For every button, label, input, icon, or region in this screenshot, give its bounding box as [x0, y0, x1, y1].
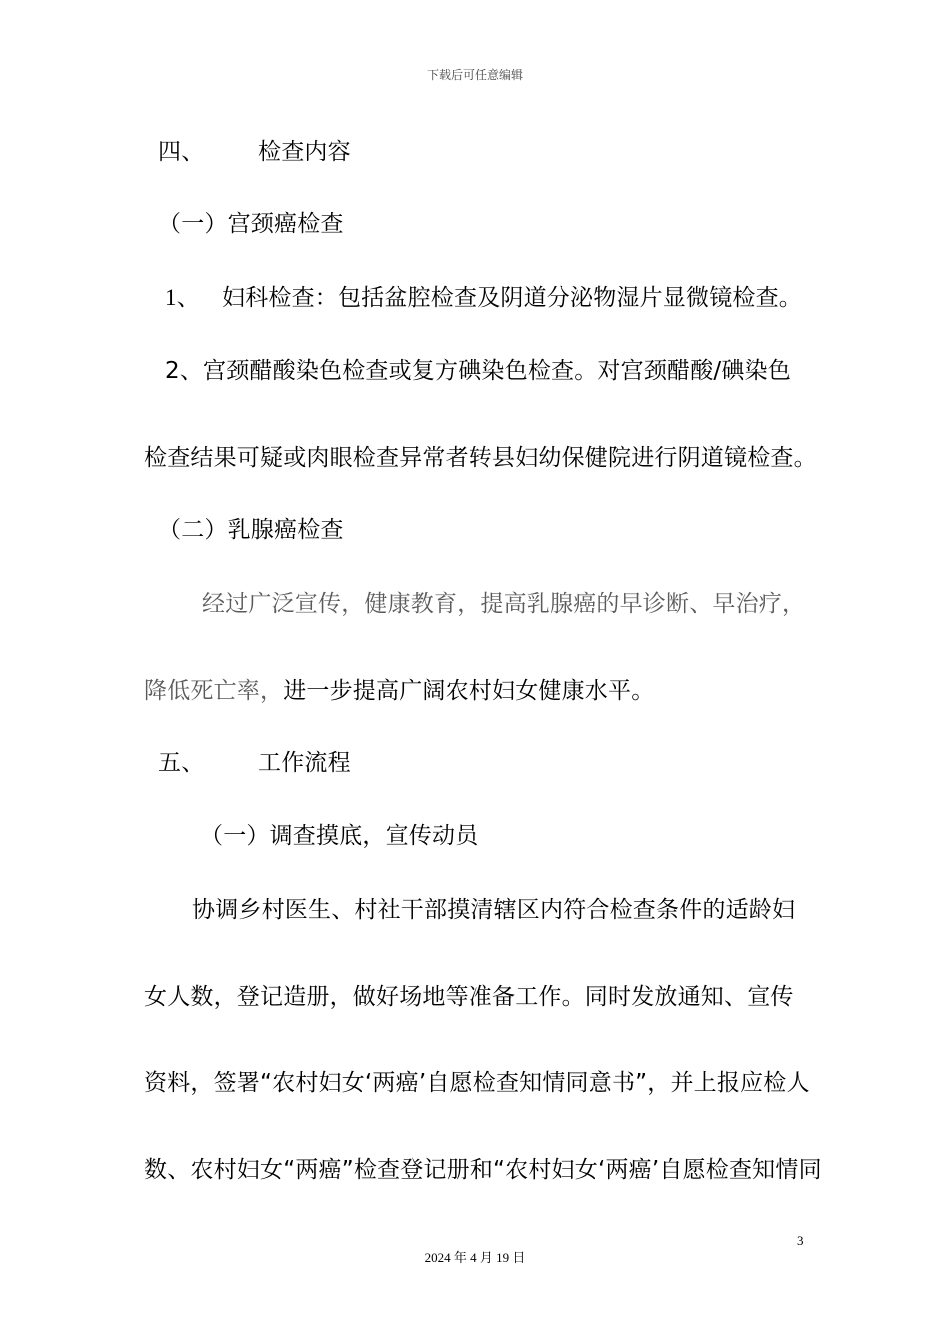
- breast-paragraph-line-2: [144, 676, 654, 706]
- item-two-line-1: 2、宫颈醋酸染色检查或复方碘染色检查。对宫颈醋酸/碘染色: [165, 358, 791, 384]
- subsection-survey-heading: （一）调查摸底，宣传动员: [200, 823, 479, 849]
- section-four-number: 四、: [158, 139, 205, 165]
- item-one-number: 1、: [165, 285, 200, 310]
- flow-paragraph-line-4: 数、农村妇女“两癌”检查登记册和“农村妇女‘两癌’自愿检查知情同: [144, 1157, 822, 1183]
- item-two-line-2: 检查结果可疑或肉眼检查异常者转县妇幼保健院进行阴道镜检查。: [144, 445, 817, 471]
- section-five-number: 五、: [158, 750, 205, 776]
- item-one-text: 妇科检查：包括盆腔检查及阴道分泌物湿片显微镜检查。: [222, 285, 802, 311]
- footer-date: 2024 年 4 月 19 日: [424, 1250, 526, 1265]
- flow-paragraph-line-2: 女人数，登记造册，做好场地等准备工作。同时发放通知、宣传: [144, 984, 794, 1010]
- breast-paragraph-line-2-end: 进一步提高广阔农村妇女健康水平。: [283, 678, 655, 704]
- breast-paragraph-line-2-start: 降低死亡率，: [144, 678, 284, 704]
- page-number: 3: [797, 1233, 804, 1248]
- section-five-title: 工作流程: [258, 750, 351, 776]
- section-four-title: 检查内容: [258, 139, 351, 165]
- flow-paragraph-line-1: 协调乡村医生、村社干部摸清辖区内符合检查条件的适龄妇: [192, 897, 796, 923]
- flow-paragraph-line-3: 资料，签署“农村妇女‘两癌’自愿检查知情同意书”，并上报应检人: [144, 1070, 810, 1096]
- breast-paragraph-line-1: 经过广泛宣传，健康教育，提高乳腺癌的早诊断、早治疗，: [202, 591, 806, 617]
- page-header: 下载后可任意编辑: [426, 68, 523, 82]
- subsection-cervical-heading: （一）宫颈癌检查: [158, 211, 344, 237]
- subsection-breast-heading: （二）乳腺癌检查: [158, 517, 344, 543]
